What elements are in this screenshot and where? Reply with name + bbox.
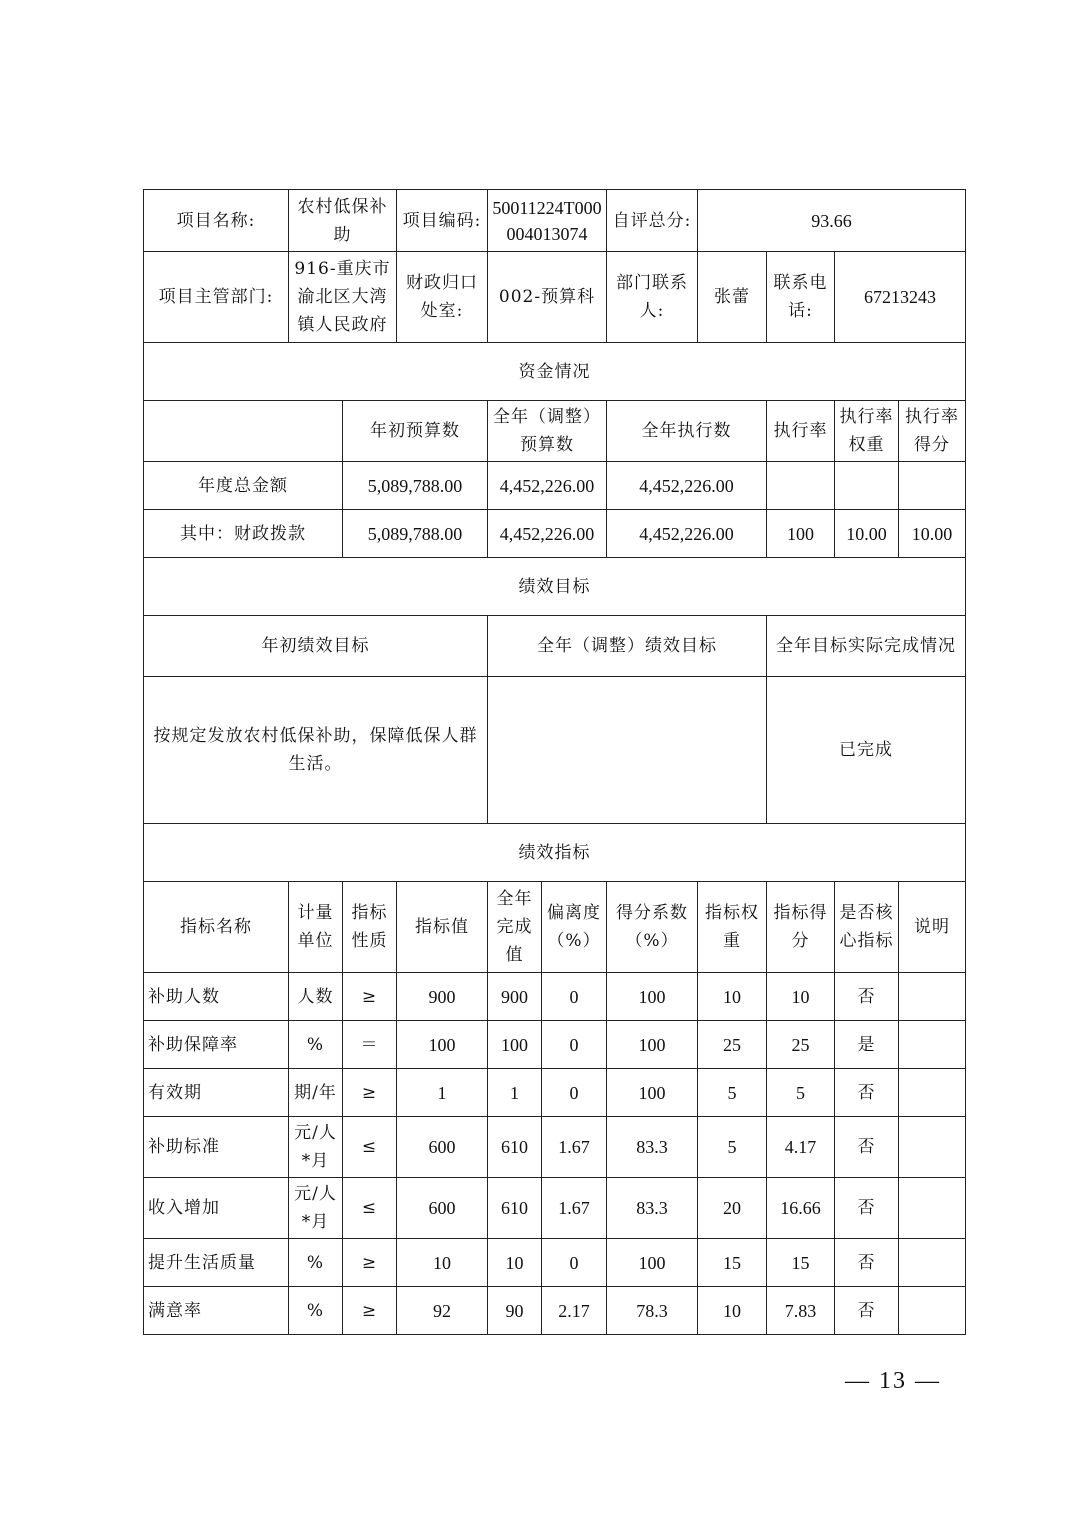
indicator-coefficient: 100 — [607, 1021, 698, 1069]
indicator-row — [144, 1239, 966, 1287]
indicator-actual: 1 — [488, 1069, 542, 1117]
indicator-unit: % — [289, 1287, 343, 1335]
project-name-value: 农村低保补助 — [289, 190, 397, 252]
evaluation-form — [143, 189, 966, 1335]
ind-col-target: 指标值 — [397, 882, 488, 973]
indicator-core: 否 — [835, 1178, 899, 1239]
goals-adjusted-text — [488, 677, 767, 824]
indicator-score: 7.83 — [767, 1287, 835, 1335]
indicator-deviation: 0 — [542, 1239, 607, 1287]
indicator-deviation: 0 — [542, 973, 607, 1021]
project-name-label: 项目名称: — [144, 190, 289, 252]
goals-col-initial: 年初绩效目标 — [144, 616, 488, 677]
indicator-target: 10 — [397, 1239, 488, 1287]
indicator-coefficient: 100 — [607, 1069, 698, 1117]
indicator-note — [899, 1178, 966, 1239]
indicator-actual: 610 — [488, 1117, 542, 1178]
indicator-score: 10 — [767, 973, 835, 1021]
indicator-weight: 20 — [698, 1178, 767, 1239]
contact-label: 部门联系人: — [607, 252, 698, 343]
self-score-value: 93.66 — [698, 190, 966, 252]
indicator-core: 否 — [835, 1287, 899, 1335]
ind-col-name: 指标名称 — [144, 882, 289, 973]
phone-label: 联系电话: — [767, 252, 835, 343]
ind-col-coefficient: 得分系数（%） — [607, 882, 698, 973]
funds-cell — [899, 462, 966, 510]
indicator-actual: 100 — [488, 1021, 542, 1069]
indicator-nature: ≥ — [343, 1239, 397, 1287]
indicator-deviation: 0 — [542, 1021, 607, 1069]
indicator-nature: ≤ — [343, 1117, 397, 1178]
ind-col-weight: 指标权重 — [698, 882, 767, 973]
funds-row-label: 年度总金额 — [144, 462, 343, 510]
indicator-deviation: 1.67 — [542, 1117, 607, 1178]
indicator-unit: 元/人*月 — [289, 1178, 343, 1239]
indicator-deviation: 1.67 — [542, 1178, 607, 1239]
indicator-row — [144, 1287, 966, 1335]
indicator-name: 有效期 — [144, 1069, 289, 1117]
goals-col-actual: 全年目标实际完成情况 — [767, 616, 966, 677]
funds-row-label: 其中：财政拨款 — [144, 510, 343, 558]
indicator-deviation: 2.17 — [542, 1287, 607, 1335]
indicator-target: 92 — [397, 1287, 488, 1335]
indicator-target: 1 — [397, 1069, 488, 1117]
funds-cell: 4,452,226.00 — [607, 510, 767, 558]
funds-col-initial-budget: 年初预算数 — [343, 401, 488, 462]
dept-value: 916-重庆市渝北区大湾镇人民政府 — [289, 252, 397, 343]
header-row-2 — [144, 252, 966, 343]
finance-office-label: 财政归口处室: — [397, 252, 488, 343]
indicator-weight: 25 — [698, 1021, 767, 1069]
indicator-name: 补助人数 — [144, 973, 289, 1021]
indicator-score: 5 — [767, 1069, 835, 1117]
indicator-target: 900 — [397, 973, 488, 1021]
indicator-weight: 10 — [698, 973, 767, 1021]
indicator-coefficient: 83.3 — [607, 1117, 698, 1178]
goals-section-row — [144, 558, 966, 616]
goals-content-row — [144, 677, 966, 824]
ind-col-actual: 全年完成值 — [488, 882, 542, 973]
funds-cell: 5,089,788.00 — [343, 462, 488, 510]
goals-actual-text: 已完成 — [767, 677, 966, 824]
ind-col-core: 是否核心指标 — [835, 882, 899, 973]
funds-section-title: 资金情况 — [144, 343, 966, 401]
indicator-coefficient: 100 — [607, 973, 698, 1021]
indicator-score: 4.17 — [767, 1117, 835, 1178]
funds-cell: 5,089,788.00 — [343, 510, 488, 558]
indicator-row — [144, 973, 966, 1021]
indicator-row — [144, 1069, 966, 1117]
indicator-name: 补助标准 — [144, 1117, 289, 1178]
dept-label: 项目主管部门: — [144, 252, 289, 343]
indicator-note — [899, 1239, 966, 1287]
funds-row-total — [144, 462, 966, 510]
indicator-row — [144, 1117, 966, 1178]
indicator-weight: 5 — [698, 1117, 767, 1178]
funds-col-adjusted-budget: 全年（调整）预算数 — [488, 401, 607, 462]
funds-col-executed: 全年执行数 — [607, 401, 767, 462]
indicator-actual: 900 — [488, 973, 542, 1021]
indicator-unit: 期/年 — [289, 1069, 343, 1117]
indicator-deviation: 0 — [542, 1069, 607, 1117]
indicator-unit: 人数 — [289, 973, 343, 1021]
project-code-label: 项目编码: — [397, 190, 488, 252]
funds-col-exec-score: 执行率得分 — [899, 401, 966, 462]
ind-col-unit: 计量单位 — [289, 882, 343, 973]
funds-cell — [835, 462, 899, 510]
header-row-1 — [144, 190, 966, 252]
self-score-label: 自评总分: — [607, 190, 698, 252]
goals-header-row — [144, 616, 966, 677]
indicator-weight: 10 — [698, 1287, 767, 1335]
funds-cell: 4,452,226.00 — [607, 462, 767, 510]
indicator-coefficient: 100 — [607, 1239, 698, 1287]
indicator-nature: ≤ — [343, 1178, 397, 1239]
page-number: — 13 — — [845, 1368, 941, 1394]
ind-col-nature: 指标性质 — [343, 882, 397, 973]
goals-col-adjusted: 全年（调整）绩效目标 — [488, 616, 767, 677]
project-code-value: 50011224T000004013074 — [488, 190, 607, 252]
ind-col-score: 指标得分 — [767, 882, 835, 973]
indicator-core: 否 — [835, 973, 899, 1021]
indicator-name: 收入增加 — [144, 1178, 289, 1239]
indicator-core: 是 — [835, 1021, 899, 1069]
indicator-core: 否 — [835, 1239, 899, 1287]
funds-cell: 10.00 — [835, 510, 899, 558]
funds-cell — [767, 462, 835, 510]
indicator-row — [144, 1178, 966, 1239]
indicator-note — [899, 1287, 966, 1335]
funds-cell: 4,452,226.00 — [488, 462, 607, 510]
indicator-target: 600 — [397, 1117, 488, 1178]
indicator-score: 16.66 — [767, 1178, 835, 1239]
indicator-weight: 15 — [698, 1239, 767, 1287]
indicators-section-title: 绩效指标 — [144, 824, 966, 882]
funds-col-blank — [144, 401, 343, 462]
indicator-core: 否 — [835, 1117, 899, 1178]
indicator-nature: ＝ — [343, 1021, 397, 1069]
indicators-section-row — [144, 824, 966, 882]
indicator-score: 15 — [767, 1239, 835, 1287]
funds-cell: 100 — [767, 510, 835, 558]
goals-section-title: 绩效目标 — [144, 558, 966, 616]
ind-col-deviation: 偏离度（%） — [542, 882, 607, 973]
indicator-name: 补助保障率 — [144, 1021, 289, 1069]
indicator-note — [899, 973, 966, 1021]
indicator-unit: % — [289, 1239, 343, 1287]
funds-section-row — [144, 343, 966, 401]
indicator-note — [899, 1069, 966, 1117]
indicator-name: 提升生活质量 — [144, 1239, 289, 1287]
indicator-score: 25 — [767, 1021, 835, 1069]
funds-row-fiscal — [144, 510, 966, 558]
goals-initial-text: 按规定发放农村低保补助，保障低保人群生活。 — [144, 677, 488, 824]
funds-header-row — [144, 401, 966, 462]
contact-value: 张蕾 — [698, 252, 767, 343]
finance-office-value: 002-预算科 — [488, 252, 607, 343]
indicator-coefficient: 78.3 — [607, 1287, 698, 1335]
phone-value: 67213243 — [835, 252, 966, 343]
indicator-core: 否 — [835, 1069, 899, 1117]
indicator-target: 600 — [397, 1178, 488, 1239]
indicators-header-row — [144, 882, 966, 973]
indicator-unit: 元/人*月 — [289, 1117, 343, 1178]
indicator-note — [899, 1021, 966, 1069]
indicator-note — [899, 1117, 966, 1178]
indicator-actual: 90 — [488, 1287, 542, 1335]
indicator-name: 满意率 — [144, 1287, 289, 1335]
funds-col-exec-rate: 执行率 — [767, 401, 835, 462]
ind-col-note: 说明 — [899, 882, 966, 973]
indicator-row — [144, 1021, 966, 1069]
indicator-nature: ≥ — [343, 1069, 397, 1117]
funds-col-exec-weight: 执行率权重 — [835, 401, 899, 462]
indicator-actual: 610 — [488, 1178, 542, 1239]
funds-cell: 4,452,226.00 — [488, 510, 607, 558]
indicator-target: 100 — [397, 1021, 488, 1069]
indicator-nature: ≥ — [343, 973, 397, 1021]
funds-cell: 10.00 — [899, 510, 966, 558]
indicator-nature: ≥ — [343, 1287, 397, 1335]
indicator-weight: 5 — [698, 1069, 767, 1117]
indicator-coefficient: 83.3 — [607, 1178, 698, 1239]
indicator-unit: % — [289, 1021, 343, 1069]
indicator-actual: 10 — [488, 1239, 542, 1287]
